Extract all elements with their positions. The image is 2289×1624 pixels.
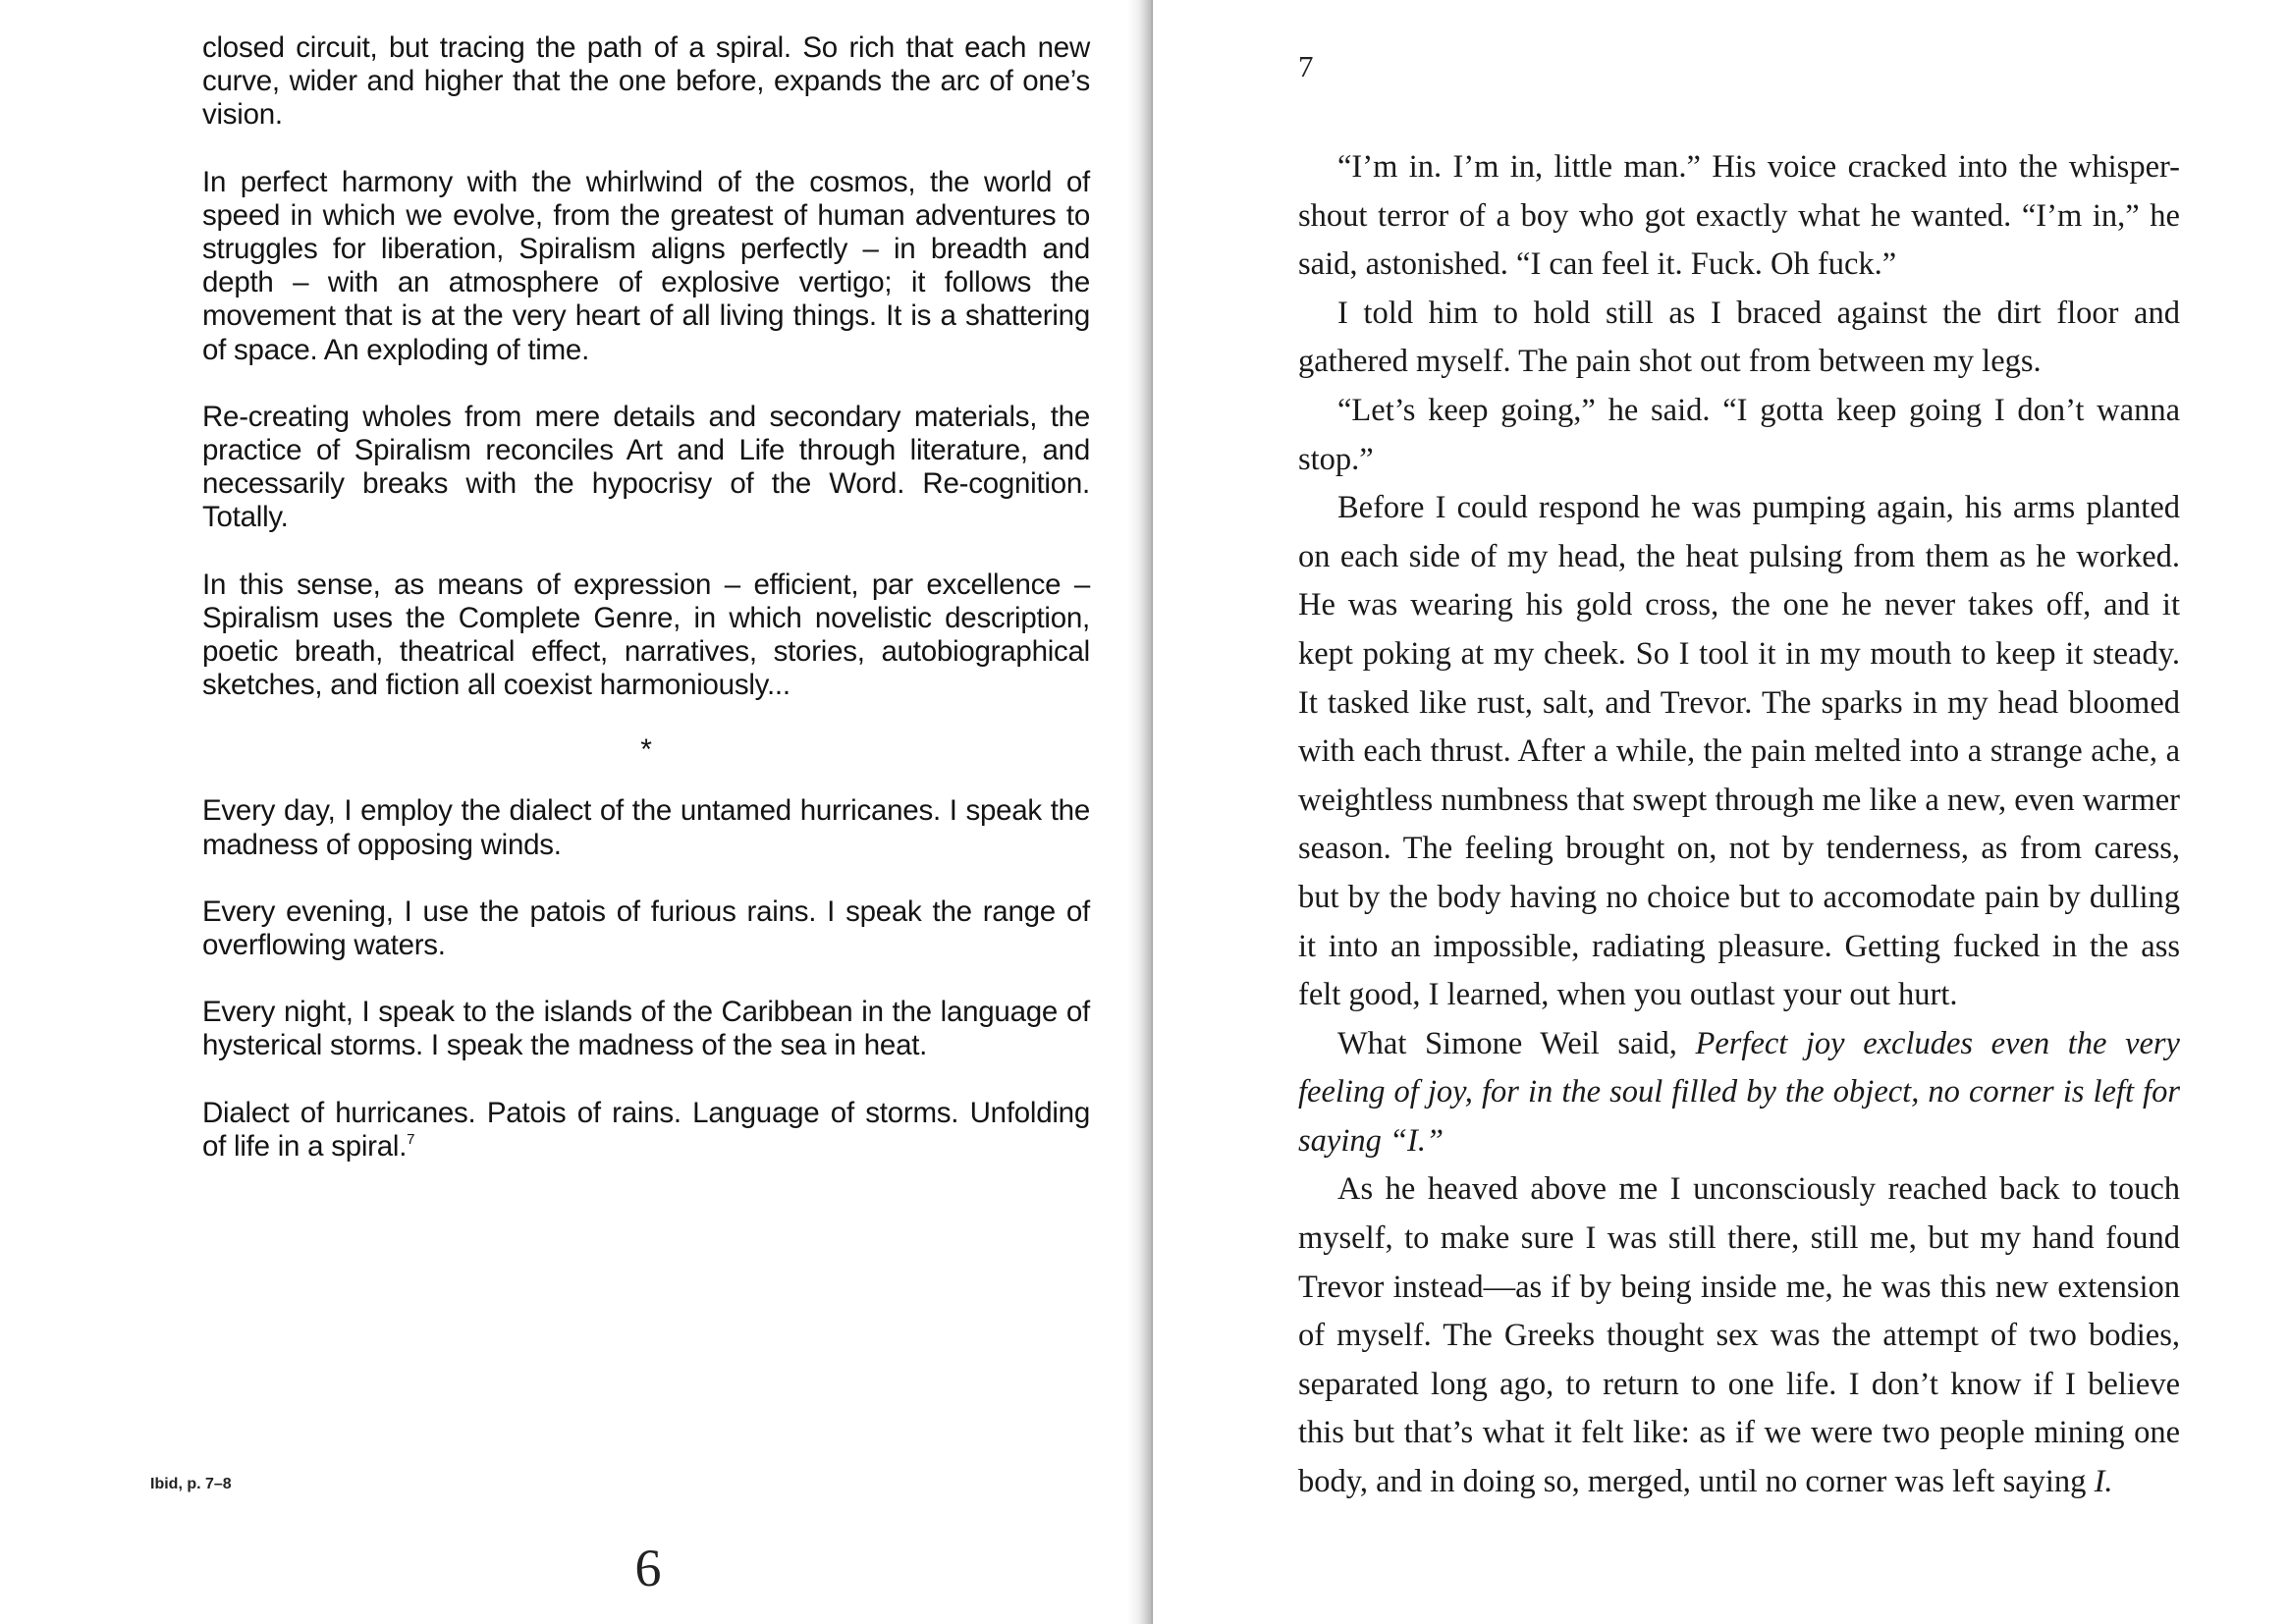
footnote: Ibid, p. 7–8: [150, 1476, 232, 1492]
paragraph: I told him to hold still as I braced against the dirt floor and gathered myself. The pain shot out from between my legs.: [1298, 295, 2180, 380]
closing-text: As he heaved above me I unconsciously reached back to touch myself, to make sure I was still there, still me, but my hand found Trevor instead—as if by being inside me, he was this new extension of myself. The Greeks thought sex was the attempt of two bodies, separated long ago, to return to one life. I don’t know if I believe this but that’s what it felt like: as if we were two people mining one body, and in doing so, merged, until no corner was left saying: [1298, 1171, 2180, 1500]
paragraph: Every evening, I use the patois of furious rains. I speak the range of overflowing waters.: [202, 894, 1090, 962]
section-separator: *: [640, 733, 652, 767]
paragraph: “I’m in. I’m in, little man.” His voice cracked into the whisper-shout terror of a boy who got exactly what he wanted. “I’m in,” he said, astonished. “I can feel it. Fuck. Oh fuck.”: [1298, 149, 2180, 283]
paragraph-text: Dialect of hurricanes. Patois of rains. Language of storms. Unfolding of life in a spiral.: [202, 1096, 1090, 1163]
weil-intro: What Simone Weil said,: [1337, 1025, 1696, 1061]
closing-italic: I.: [2094, 1464, 2113, 1500]
right-page: [1153, 0, 2289, 1624]
weil-paragraph: [1298, 1020, 2180, 1166]
paragraph: closed circuit, but tracing the path of a spiral. So rich that each new curve, wider and higher that the one before, expands the arc of one’s vision.: [202, 31, 1090, 132]
page-number-right: 7: [1298, 49, 1314, 83]
right-page-text: [1298, 143, 2180, 1507]
weil-quote: Perfect joy excludes even the very feeling of joy, for in the soul filled by the object, no corner is left for saying “I.”: [1298, 1025, 2180, 1159]
paragraph-last: [202, 1097, 1090, 1164]
page-number-left: 6: [634, 1539, 662, 1597]
paragraph: Re-creating wholes from mere details and secondary materials, the practice of Spiralism reconciles Art and Life through literature, and necessarily breaks with the hypocrisy of the Word. Re-cognition. Totally.: [202, 400, 1090, 534]
left-page-text: [202, 31, 1090, 1197]
paragraph: In this sense, as means of expression – efficient, par excellence – Spiralism uses the Complete Genre, in which novelistic description, poetic breath, theatrical effect, narratives, stories, autobiographical sketches, and fiction all coexist harmoniously...: [202, 568, 1090, 702]
paragraph: “Let’s keep going,” he said. “I gotta keep going I don’t wanna stop.”: [1298, 392, 2180, 477]
closing-paragraph: [1298, 1165, 2180, 1506]
paragraph: Every day, I employ the dialect of the untamed hurricanes. I speak the madness of opposing winds.: [202, 794, 1090, 861]
paragraph: In perfect harmony with the whirlwind of the cosmos, the world of speed in which we evolve, from the greatest of human adventures to struggles for liberation, Spiralism aligns perfectly – in breadth and depth – with an atmosphere of explosive vertigo; it follows the movement that is at the very heart of all living things. It is a shattering of space. An exploding of time.: [202, 165, 1090, 366]
paragraph: Before I could respond he was pumping again, his arms planted on each side of my head, the heat pulsing from them as he worked. He was wearing his gold cross, the one he never takes off, and it kept poking at my cheek. So I tool it in my mouth to keep it steady. It tasked like rust, salt, and Trevor. The sparks in my head bloomed with each thrust. After a while, the pain melted into a strange ache, a weightless numbness that swept through me like a new, even warmer season. The feeling brought on, not by tenderness, as from caress, but by the body having no choice but to accomodate pain by dulling it into an impossible, radiating pleasure. Getting fucked in the ass felt good, I learned, when you outlast your out hurt.: [1298, 490, 2180, 1013]
paragraph: Every night, I speak to the islands of the Caribbean in the language of hysterical storms. I speak the madness of the sea in heat.: [202, 996, 1090, 1062]
footnote-marker: 7: [407, 1130, 415, 1148]
